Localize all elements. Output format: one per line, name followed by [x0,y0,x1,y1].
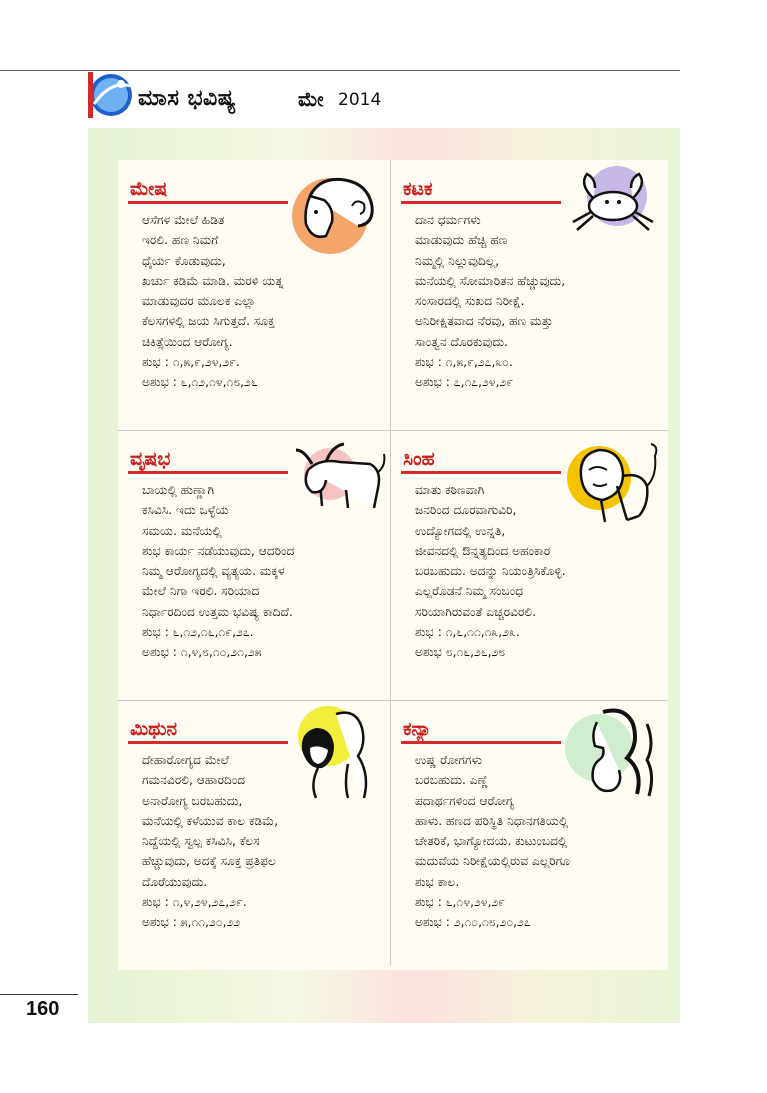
sign-name: ಮೇಷ [130,178,168,200]
page-title: ಮಾಸ ಭವಿಷ್ಯ [138,86,237,111]
text-line: ಶುಭ ಕಾಲ. [415,874,460,889]
unlucky-numbers: ಅಶುಭ : ೨,೧೦,೧೮,೨೦,೨೭ [415,915,531,930]
text-line: ಬರಬಹುದು. ಅದನ್ನು ನಿಯಂತ್ರಿಸಿಕೊಳ್ಳಿ. [415,564,566,579]
page-number-rule [0,994,78,995]
sign-name: ಕಟಕ [403,178,433,200]
sign-card-vrushabha [118,434,388,700]
sign-underline [128,741,288,744]
text-line: ನಿಮ್ಮಲ್ಲಿ ನಿಲ್ಲುವುದಿಲ್ಲ, [415,253,500,268]
text-line: ಹೆಚ್ಚುವುದು, ಅದಕ್ಕೆ ಸೂಕ್ತ ಪ್ರತಿಫಲ [142,854,276,869]
text-line: ಕೆಲಸಗಳಲ್ಲಿ ಜಯ ಸಿಗುತ್ತದೆ. ಸೂಕ್ತ [142,314,275,329]
text-line: ಮಾತು ಕಠಿಣವಾಗಿ [415,483,485,497]
sign-underline [401,741,561,744]
sign-name: ವೃಷಭ [130,448,171,470]
unlucky-numbers: ಅಶುಭ ೮,೧೬,೨೬,೨೮ [415,645,506,660]
sign-name: ಕನ್ಯಾ [403,718,432,740]
sign-name: ಸಿಂಹ [403,448,435,470]
text-line: ಕಸಿವಿಸಿ. ಇದು ಒಳ್ಳೆಯ [142,503,229,518]
text-line: ಗಮನವಿರಲಿ, ಆಹಾರದಿಂದ [142,773,246,788]
text-line: ಮನೆಯಲ್ಲಿ ಕಳೆಯುವ ಕಾಲ ಕಡಿಮೆ, [142,813,279,828]
text-line: ದೇಹಾರೋಗ್ಯದ ಮೇಲೆ [142,753,229,767]
text-line: ಪದಾರ್ಥಗಳಿಂದ ಆರೋಗ್ಯ [415,793,515,808]
text-line: ಉದ್ಯೋಗದಲ್ಲಿ ಉನ್ನತಿ, [415,523,506,538]
text-line: ಮದುವೆಯ ನಿರೀಕ್ಷೆಯಲ್ಲಿರುವ ಎಲ್ಲರಿಗೂ [415,854,571,869]
text-line: ಅನಿರೀಕ್ಷಿತವಾದ ನೆರವು, ಹಣ ಮತ್ತು [415,314,553,329]
lucky-numbers: ಶುಭ : ೧,೬,೧೧,೧೩,೨೩. [415,625,520,640]
unlucky-numbers: ಅಶುಭ : ೫,೧೧,೨೦,೨೨ [142,915,241,930]
sign-text [142,480,377,663]
sign-card-mithuna [118,704,388,970]
text-line: ಸರಿಯಾಗಿರುವಂತೆ ಎಚ್ಚರವಿರಲಿ. [415,604,537,619]
text-line: ಬರಬಹುದು. ಎಣ್ಣೆ [415,773,489,788]
text-line: ಖರ್ಚು ಕಡಿಮೆ ಮಾಡಿ. ಮರಳಿ ಯತ್ನ [142,273,284,288]
sign-text [142,210,377,393]
text-line: ಜೀವನದಲ್ಲಿ ಔನ್ನತ್ಯದಿಂದ ಅಹಂಕಾರ [415,543,551,558]
text-line: ಮಾಡುವುದರ ಮೂಲಕ ಎಲ್ಲಾ [142,294,256,309]
text-line: ಮೇಲೆ ನಿಗಾ ಇರಲಿ. ಸರಿಯಾದ [142,584,260,599]
text-line: ಧೈರ್ಯ ಕೊಡುವುದು, [142,253,226,268]
text-line: ಶುಭ ಕಾರ್ಯ ನಡೆಯುವುದು, ಆದರಿಂದ [142,543,295,558]
text-line: ಚಿಕಿತ್ಸೆಯಿಂದ ಆರೋಗ್ಯ. [142,334,233,349]
globe-logo-icon [88,72,134,118]
sign-underline [128,201,288,204]
unlucky-numbers: ಅಶುಭ : ೭,೧೭,೨೪,೨೯ [415,375,514,390]
lucky-numbers: ಶುಭ : ೧,೪,೨೪,೨೭,೨೯. [142,895,247,910]
lucky-numbers: ಶುಭ : ೧,೫,೯,೨೪,೨೯. [142,355,240,370]
top-rule [0,70,680,71]
unlucky-numbers: ಅಶುಭ : ೧,೪,೮,೧೦,೨೧,೨೫ [142,645,262,660]
sign-card-kataka [391,164,661,430]
text-line: ಸಮಯ. ಮನೆಯಲ್ಲಿ [142,523,222,538]
text-line: ಮನೆಯಲ್ಲಿ ಸೋಮಾರಿತನ ಹೆಚ್ಚುವುದು, [415,273,566,288]
text-line: ದೊರೆಯುವುದು. [142,874,208,889]
sign-underline [128,471,288,474]
text-line: ನಿದ್ದೆಯಲ್ಲಿ ಸ್ವಲ್ಪ ಕಸಿವಿಸಿ, ಕೆಲಸ [142,834,260,849]
text-line: ಇರಲಿ. ಹಣ ನಿಮಗೆ [142,233,219,248]
sign-card-simha [391,434,661,700]
unlucky-numbers: ಅಶುಭ : ೬,೧೨,೧೪,೧೮,೨೬ [142,375,258,390]
text-line: ಚೇತರಿಕೆ, ಭಾಗ್ಯೋದಯ. ಕುಟುಂಬದಲ್ಲಿ [415,834,568,849]
text-line: ಬಾಯಲ್ಲಿ ಹುಣ್ಣಾಗಿ [142,483,215,497]
text-line: ದಾನ ಧರ್ಮಗಳು [415,213,481,227]
text-line: ಜನರಿಂದ ದೂರವಾಗುವಿರಿ, [415,503,517,518]
header-year: 2014 [338,90,382,110]
page-number: 160 [26,998,60,1020]
text-line: ಉಷ್ಣ ರೋಗಗಳು [415,753,483,767]
text-line: ಎಲ್ಲರೊಡನೆ ನಿಮ್ಮ ಸಂಬಂಧ [415,584,524,599]
text-line: ನಿಮ್ಮ ಆರೋಗ್ಯದಲ್ಲಿ ವ್ಯತ್ಯಯ. ಮಕ್ಕಳ [142,564,285,579]
sign-text [142,750,377,933]
sign-name: ಮಿಥುನ [130,718,178,740]
lucky-numbers: ಶುಭ : ೧,೫,೯,೨೭,೩೦. [415,355,513,370]
text-line: ಮಾಡುವುದು ಹೆಚ್ಚಿ ಹಣ [415,233,508,248]
sign-underline [401,471,561,474]
lucky-numbers: ಶುಭ : ೬,೧೪,೨೪,೨೯ [415,895,506,910]
row-divider [118,430,668,431]
text-line: ಆಸೆಗಳ ಮೇಲೆ ಹಿಡಿತ [142,213,225,227]
sign-text [415,210,650,393]
sign-text [415,480,650,663]
text-line: ನಿರ್ಧಾರದಿಂದ ಉತ್ತಮ ಭವಿಷ್ಯ ಕಾದಿದೆ. [142,604,293,619]
text-line: ಸಂಸಾರದಲ್ಲಿ ಸುಖದ ನಿರೀಕ್ಷೆ. [415,294,525,309]
sign-card-mesha [118,164,388,430]
header-month: ಮೇ [298,87,324,111]
sign-underline [401,201,561,204]
text-line: ಹಾಳು. ಹಣದ ಪರಿಸ್ಥಿತಿ ನಿಧಾನಗತಿಯಲ್ಲಿ [415,813,569,828]
text-line: ಅನಾರೋಗ್ಯ ಬರಬಹುದು, [142,793,243,808]
text-line: ಸಾಂತ್ವನ ದೊರಕುವುದು. [415,334,508,349]
lucky-numbers: ಶುಭ : ೬,೧೨,೧೬,೧೯,೨೭. [142,625,254,640]
row-divider [118,700,668,701]
sign-text [415,750,650,933]
sign-card-kanya [391,704,661,970]
